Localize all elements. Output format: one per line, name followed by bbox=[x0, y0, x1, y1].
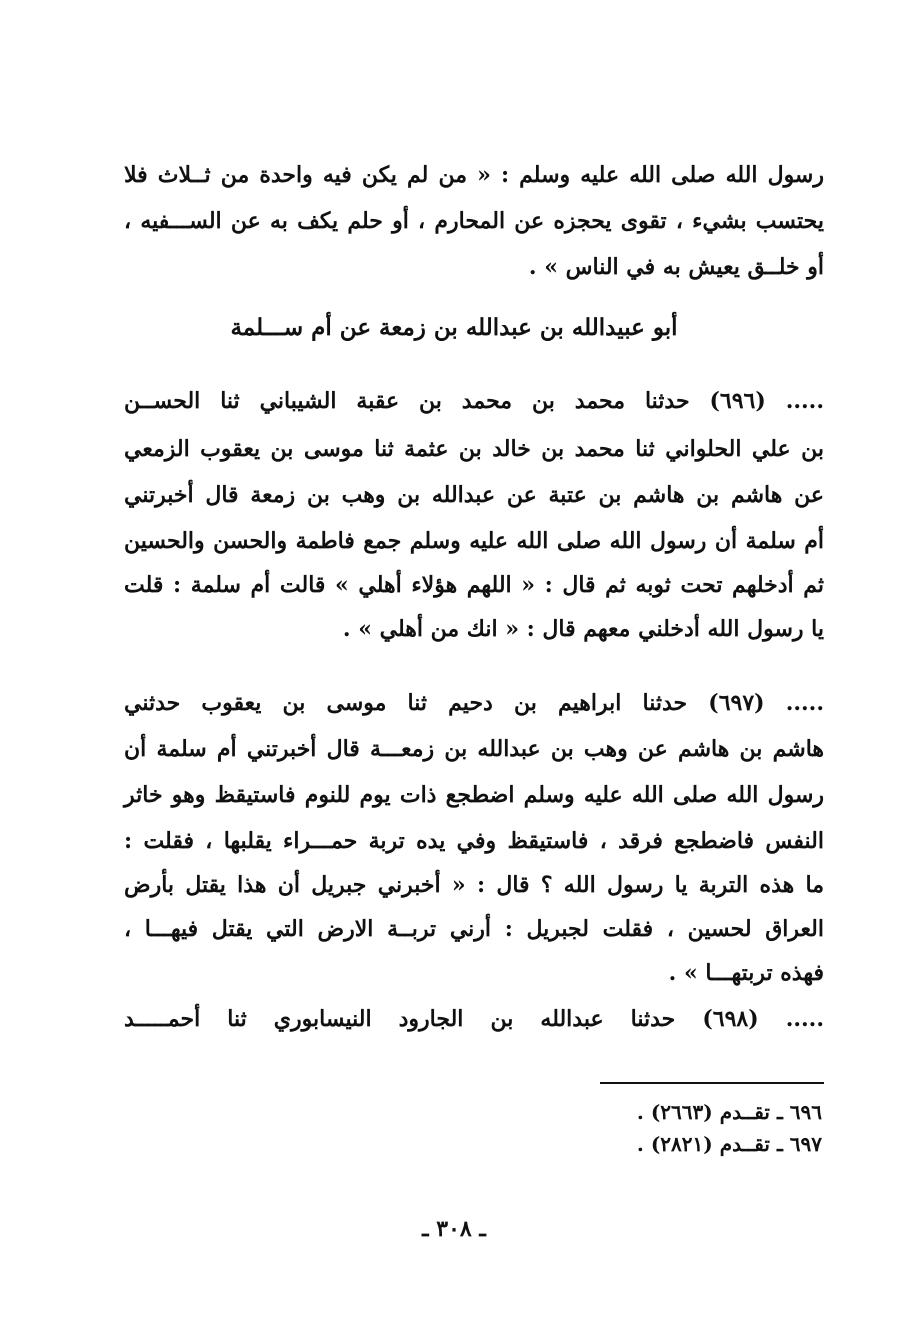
hadith-696-line: ثم أدخلهم تحت ثوبه ثم قال : « اللهم هؤلاء أهلي » قالت أم سلمة : قلت bbox=[124, 572, 824, 598]
footnote: ٦٩٧ ـ تقــدم (٢٨٢١) . bbox=[636, 1132, 822, 1156]
text-line: أو خلــق يعيش به في الناس » . bbox=[528, 254, 824, 280]
text-line: رسول الله صلى الله عليه وسلم : « من لم يكن فيه واحدة من ثــلاث فلا bbox=[124, 162, 824, 188]
hadith-697-line: العراق لحسين ، فقلت لجبريل : أرني تربــة الارض التي يقتل فيهـــا ، bbox=[124, 916, 824, 942]
hadith-696-line: بن علي الحلواني ثنا محمد بن خالد بن عثمة ثنا موسى بن يعقوب الزمعي bbox=[124, 436, 824, 462]
text-line: يحتسب بشيء ، تقوى يحجزه عن المحارم ، أو حلم يكف به عن الســـفيه ، bbox=[124, 208, 824, 234]
footnote: ٦٩٦ ـ تقــدم (٢٦٦٣) . bbox=[636, 1100, 822, 1124]
hadith-697-line: النفس فاضطجع فرقد ، فاستيقظ وفي يده تربة حمـــراء يقلبها ، فقلت : bbox=[124, 828, 824, 854]
hadith-697-line: هاشم بن هاشم عن وهب بن عبدالله بن زمعـــة قال أخبرتني أم سلمة أن bbox=[124, 736, 824, 762]
hadith-697-line: ..... (٦٩٧) حدثنا ابراهيم بن دحيم ثنا موسى بن يعقوب حدثني bbox=[124, 690, 824, 716]
hadith-696-line: أم سلمة أن رسول الله صلى الله عليه وسلم جمع فاطمة والحسن والحسين bbox=[124, 528, 824, 554]
hadith-697-line: رسول الله صلى الله عليه وسلم اضطجع ذات يوم للنوم فاستيقظ وهو خاثر bbox=[124, 782, 824, 808]
hadith-696-line: عن هاشم بن هاشم بن عتبة عن عبدالله بن وهب بن زمعة قال أخبرتني bbox=[124, 482, 824, 508]
section-heading: أبو عبيدالله بن عبدالله بن زمعة عن أم ســـلمة bbox=[230, 314, 678, 341]
hadith-697-line: ما هذه التربة يا رسول الله ؟ قال : « أخبرني جبريل أن هذا يقتل بأرض bbox=[124, 872, 824, 898]
hadith-698-line: ..... (٦٩٨) حدثنا عبدالله بن الجارود النيسابوري ثنا أحمـــــد bbox=[124, 1006, 824, 1032]
hadith-697-line: فهذه تربتهـــا » . bbox=[668, 960, 824, 986]
footnote-separator bbox=[600, 1082, 824, 1084]
hadith-696-line: ..... (٦٩٦) حدثنا محمد بن محمد بن عقبة الشيباني ثنا الحســن bbox=[124, 388, 824, 414]
page-number: ـ ٣٠٨ ـ bbox=[422, 1216, 486, 1242]
hadith-696-line: يا رسول الله أدخلني معهم قال : « انك من أهلي » . bbox=[342, 616, 824, 642]
